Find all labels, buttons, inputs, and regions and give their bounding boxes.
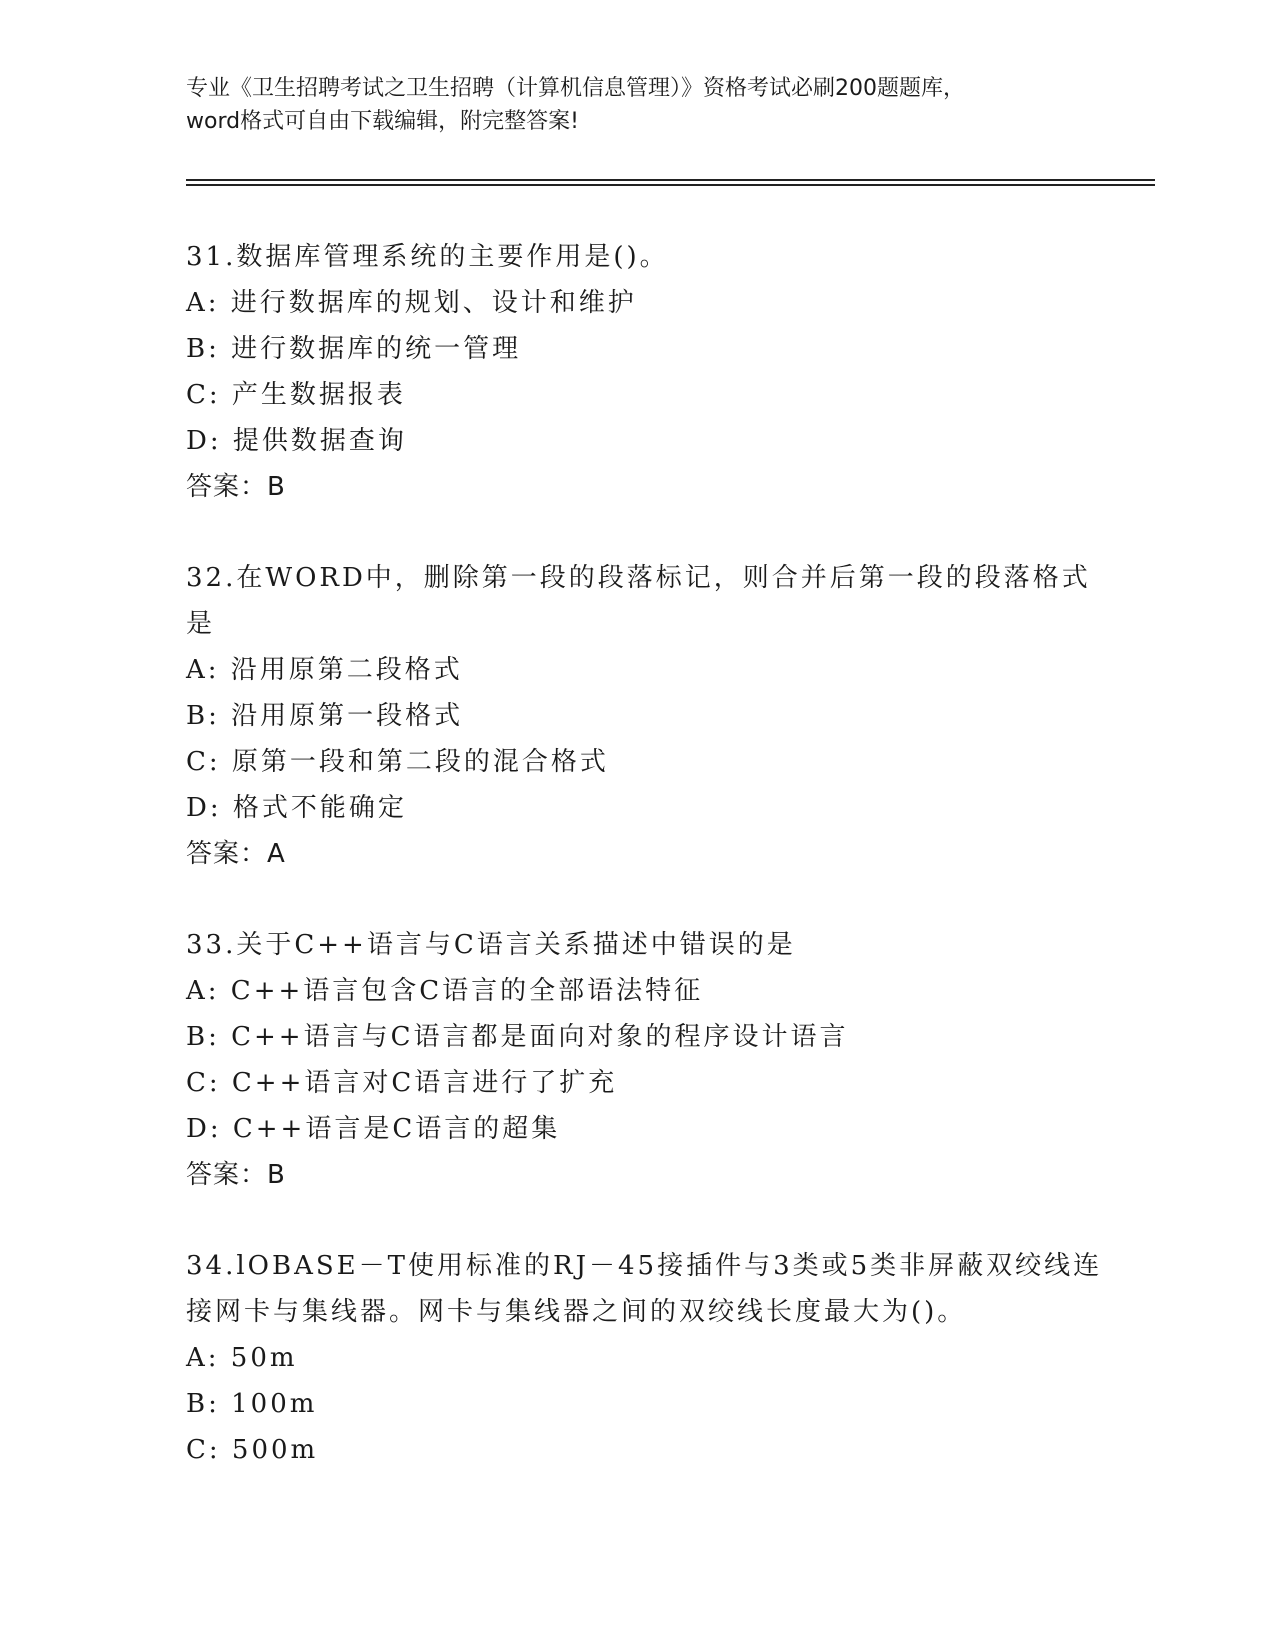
option-a: A: 50m [186, 1343, 298, 1373]
question-stem: 32.在WORD中，删除第一段的段落标记，则合并后第一段的段落格式 [186, 563, 1091, 593]
header-divider-top [186, 179, 1155, 181]
question-32 [186, 555, 1091, 877]
question-stem-continued: 是 [186, 609, 216, 639]
answer: 答案：B [186, 1160, 286, 1190]
option-d: D: C++语言是C语言的超集 [186, 1114, 561, 1144]
header-divider-bottom [186, 184, 1155, 186]
option-d: D: 提供数据查询 [186, 426, 407, 456]
question-33 [186, 922, 1086, 1198]
option-b: B: 进行数据库的统一管理 [186, 334, 522, 364]
header-line-1: 专业《卫生招聘考试之卫生招聘（计算机信息管理）》资格考试必刷200题题库， [186, 76, 965, 101]
question-list [186, 234, 1103, 1518]
question-stem: 34.lOBASE－T使用标准的RJ－45接插件与3类或5类非屏蔽双绞线连 [186, 1251, 1103, 1281]
option-b: B: 100m [186, 1389, 318, 1419]
question-stem-continued: 接网卡与集线器。网卡与集线器之间的双绞线长度最大为()。 [186, 1297, 967, 1327]
option-a: A: C++语言包含C语言的全部语法特征 [186, 976, 704, 1006]
option-b: B: 沿用原第一段格式 [186, 701, 464, 731]
option-d: D: 格式不能确定 [186, 793, 407, 823]
document-header [186, 72, 1086, 138]
answer: 答案：A [186, 839, 286, 869]
option-c: C: C++语言对C语言进行了扩充 [186, 1068, 618, 1098]
header-line-2: word格式可自由下载编辑，附完整答案! [186, 109, 579, 134]
option-b: B: C++语言与C语言都是面向对象的程序设计语言 [186, 1022, 849, 1052]
option-a: A: 进行数据库的规划、设计和维护 [186, 288, 637, 318]
option-c: C: 500m [186, 1435, 319, 1465]
question-31 [186, 234, 1086, 510]
option-a: A: 沿用原第二段格式 [186, 655, 463, 685]
question-stem: 31.数据库管理系统的主要作用是()。 [186, 242, 669, 272]
option-c: C: 原第一段和第二段的混合格式 [186, 747, 609, 777]
option-c: C: 产生数据报表 [186, 380, 406, 410]
answer: 答案：B [186, 472, 286, 502]
question-34 [186, 1243, 1103, 1473]
question-stem: 33.关于C++语言与C语言关系描述中错误的是 [186, 930, 796, 960]
